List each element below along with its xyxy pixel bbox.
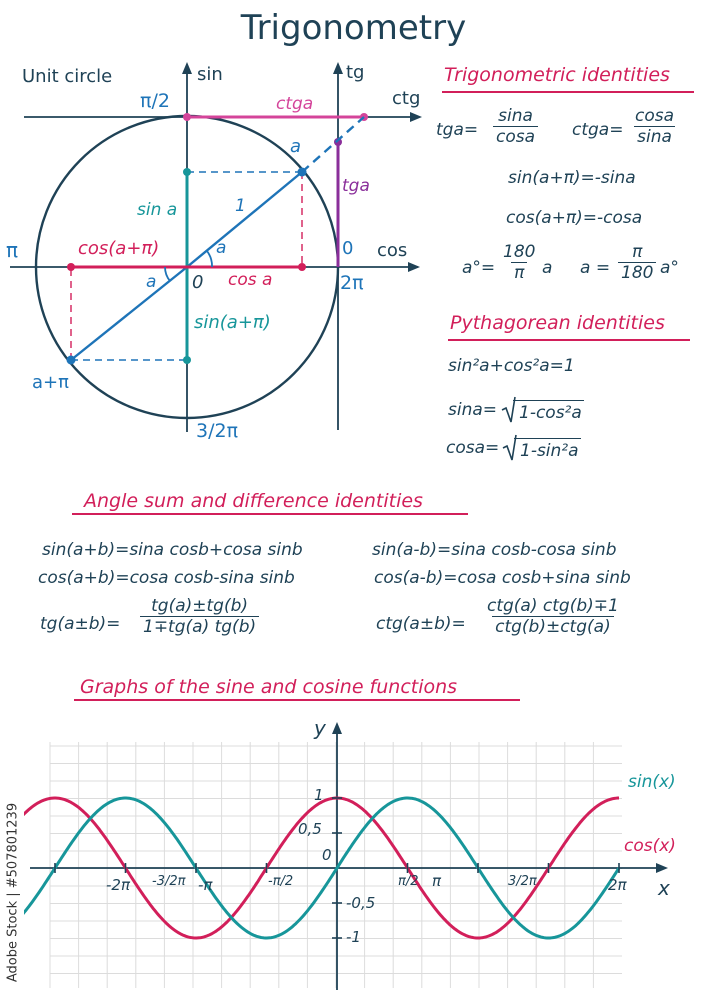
- y-axis-label: y: [314, 716, 326, 740]
- origin-label: 0: [192, 272, 204, 293]
- unit-circle-label: Unit circle: [22, 66, 113, 87]
- tga-lhs: tga=: [436, 120, 479, 140]
- a-angle-label: a: [216, 238, 227, 258]
- rad-num: π: [632, 242, 643, 262]
- tg-sum-lhs: tg(a±b)=: [40, 614, 121, 634]
- trig-identities-heading: Trigonometric identities: [444, 64, 670, 86]
- sina-label: sin a: [137, 200, 178, 220]
- x-tick-label: -π: [198, 876, 213, 894]
- ctg-sum-lhs: ctg(a±b)=: [376, 614, 466, 634]
- graph-grid: [50, 742, 622, 988]
- rad-lhs: a =: [580, 258, 611, 278]
- x-tick-label: -2π: [106, 876, 130, 894]
- ctg-axis-label: ctg: [392, 88, 421, 109]
- page-title: Trigonometry: [240, 8, 467, 48]
- x-tick-label: 2π: [608, 876, 627, 894]
- tga-num: sina: [498, 106, 533, 126]
- sin-sum-formula: sin(a+b)=sina cosb+cosa sinb: [42, 540, 303, 560]
- pi-half-label: π/2: [140, 90, 170, 112]
- radius-one-label: 1: [235, 196, 246, 216]
- sin-diff-formula: sin(a-b)=sina cosb-cosa sinb: [372, 540, 617, 560]
- cos-a-pi-label: cos(a+π): [78, 238, 160, 259]
- sin-axis-label: sin: [197, 64, 223, 85]
- y-tick-label: -1: [346, 928, 361, 946]
- x-axis-arrow: [656, 863, 668, 873]
- tg-axis-label: tg: [346, 62, 365, 83]
- deg-num: 180: [503, 242, 536, 262]
- a-point-label: a: [290, 136, 302, 157]
- sin-shift-formula: sin(a+π)=-sina: [508, 168, 636, 188]
- cos-shift-formula: cos(a+π)=-cosa: [506, 208, 643, 228]
- cos-sum-formula: cos(a+b)=cosa cosb-sina sinb: [38, 568, 295, 588]
- x-tick-label: π: [432, 872, 442, 890]
- a-angle-left-label: a: [146, 272, 157, 292]
- x-tick-label: -π/2: [268, 874, 294, 889]
- sin-a-pi-label: sin(a+π): [194, 312, 271, 333]
- tga-label: tga: [342, 176, 370, 196]
- ctg-sum-den: ctg(b)±ctg(a): [492, 616, 614, 637]
- y-axis-arrow: [332, 722, 342, 734]
- rad-den: 180: [618, 262, 656, 283]
- x-tick-label: -3/2π: [152, 874, 186, 889]
- cos-axis-label: cos: [377, 240, 408, 261]
- tga-den: cosa: [493, 126, 538, 147]
- y-tick-label: 0: [322, 846, 332, 864]
- cosa-label: cos a: [228, 270, 273, 290]
- deg-rhs: a: [542, 258, 553, 278]
- tg-sum-den: 1∓tg(a) tg(b): [140, 616, 259, 637]
- ctga-den: sina: [634, 126, 675, 147]
- watermark-id: Adobe Stock | #507801239: [5, 802, 21, 983]
- zero-tg-label: 0: [342, 238, 354, 259]
- cos-legend-label: cos(x): [624, 836, 676, 856]
- deg-den: π: [511, 262, 527, 283]
- graphs-heading: Graphs of the sine and cosine functions: [80, 676, 458, 698]
- x-tick-label: 3/2π: [508, 874, 537, 889]
- x-tick-label: π/2: [398, 874, 419, 889]
- pythagorean-line2-radicand: 1-cos²a: [513, 400, 584, 423]
- sin-legend-label: sin(x): [628, 772, 676, 792]
- pythagorean-line3-radicand: 1-sin²a: [514, 438, 581, 461]
- pythagorean-line1: sin²a+cos²a=1: [448, 356, 575, 376]
- rad-rhs: a°: [660, 258, 679, 278]
- y-tick-label: 1: [314, 786, 324, 804]
- y-tick-label: 0,5: [298, 820, 322, 838]
- cos-diff-formula: cos(a-b)=cosa cosb+sina sinb: [374, 568, 631, 588]
- pythagorean-line3-lhs: cosa=: [446, 438, 500, 458]
- deg-lhs: a°=: [462, 258, 496, 278]
- pythagorean-heading: Pythagorean identities: [450, 312, 665, 334]
- two-pi-label: 2π: [340, 272, 364, 294]
- pythagorean-line2-lhs: sina=: [448, 400, 498, 420]
- ctga-num: cosa: [635, 106, 675, 126]
- x-axis-label: x: [658, 876, 670, 900]
- ctga-lhs: ctga=: [572, 120, 624, 140]
- y-tick-label: -0,5: [346, 894, 376, 912]
- ctga-label: ctga: [276, 94, 314, 114]
- ctg-sum-num: ctg(a) ctg(b)∓1: [487, 596, 619, 616]
- tg-sum-num: tg(a)±tg(b): [151, 596, 249, 616]
- pi-label: π: [6, 238, 19, 262]
- a-plus-pi-label: a+π: [32, 372, 69, 393]
- three-pi-half-label: 3/2π: [196, 420, 239, 442]
- angle-sum-heading: Angle sum and difference identities: [84, 490, 423, 512]
